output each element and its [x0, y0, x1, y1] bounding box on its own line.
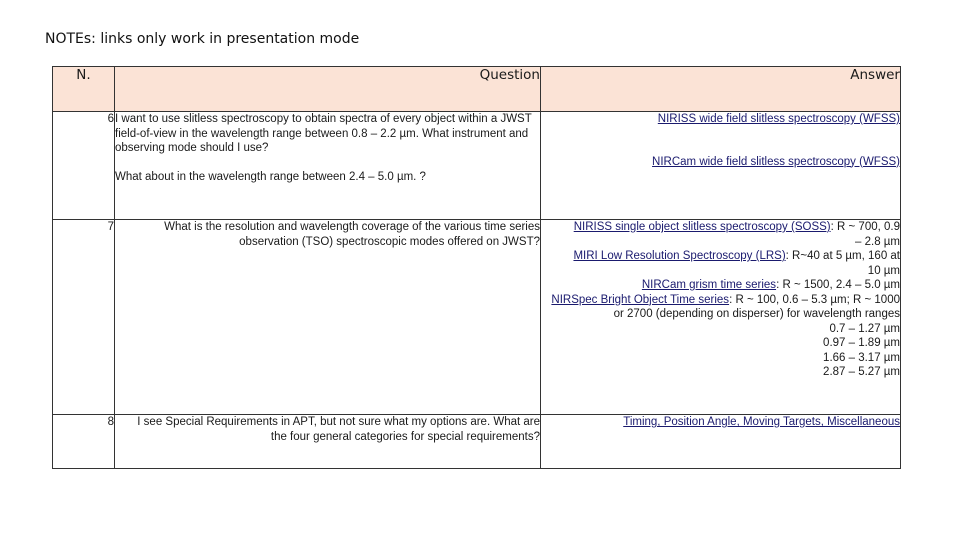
answer-item-text: : R~40 at 5 µm, 160 at 10 µm	[785, 250, 900, 277]
answer-cell	[541, 112, 901, 220]
answer-cell	[541, 220, 901, 415]
answer-link-nirspec-bots[interactable]: NIRSpec Bright Object Time series	[551, 293, 730, 306]
header-question: Question	[115, 67, 541, 112]
answer-item	[541, 249, 900, 278]
wavelength-range: 2.87 – 5.27 µm	[823, 366, 900, 378]
row-number: 6	[53, 112, 115, 220]
row-number: 8	[53, 415, 115, 469]
page-note: NOTEs: links only work in presentation mode	[45, 31, 360, 47]
answer-link-niriss-wfss[interactable]: NIRISS wide field slitless spectroscopy (WFSS)	[657, 113, 900, 125]
answer-link-miri-lrs[interactable]: MIRI Low Resolution Spectroscopy (LRS)	[573, 250, 786, 262]
wavelength-range: 0.97 – 1.89 µm	[823, 337, 900, 349]
wavelength-range: 1.66 – 3.17 µm	[823, 351, 900, 364]
question-cell	[115, 415, 541, 469]
answer-item-text: : R ~ 700, 0.9 – 2.8 µm	[830, 221, 900, 248]
question-cell	[115, 112, 541, 220]
table-row	[53, 112, 901, 220]
answer-link-nircam-grism[interactable]: NIRCam grism time series	[641, 279, 777, 291]
table-row	[53, 415, 901, 469]
faq-table	[52, 66, 901, 469]
header-num: N.	[53, 67, 115, 112]
answer-item-text: : R ~ 100, 0.6 – 5.3 µm; R ~ 1000 or 2700 (depending on disperser) for wavelength ranges	[613, 293, 900, 320]
question-text: I want to use slitless spectroscopy to obtain spectra of every object within a JWST field-of-view in the wavelength range between 0.8 – 2.2 µm. What instrument and observing mode should I use?	[115, 113, 532, 154]
answer-item-text: : R ~ 1500, 2.4 – 5.0 µm	[776, 279, 900, 291]
answer-link-niriss-soss[interactable]: NIRISS single object slitless spectroscopy (SOSS)	[573, 221, 831, 233]
answer-item	[541, 278, 900, 293]
answer-cell	[541, 415, 901, 469]
question-followup-text: What about in the wavelength range between 2.4 – 5.0 µm. ?	[115, 170, 426, 183]
question-text: What is the resolution and wavelength coverage of the various time series observation (TSO) spectroscopic modes offered on JWST?	[164, 221, 540, 248]
wavelength-range: 0.7 – 1.27 µm	[829, 322, 900, 335]
question-cell	[115, 220, 541, 415]
answer-item	[541, 220, 900, 249]
table-row	[53, 220, 901, 415]
header-answer: Answer	[541, 67, 901, 112]
row-number: 7	[53, 220, 115, 415]
answer-item	[541, 293, 900, 322]
answer-link-special-requirements[interactable]: Timing, Position Angle, Moving Targets, Miscellaneous	[623, 416, 900, 428]
answer-link-nircam-wfss[interactable]: NIRCam wide field slitless spectroscopy (WFSS)	[652, 155, 900, 168]
question-text: I see Special Requirements in APT, but not sure what my options are. What are the four general categories for special requirements?	[137, 416, 540, 443]
header-row	[53, 67, 901, 112]
